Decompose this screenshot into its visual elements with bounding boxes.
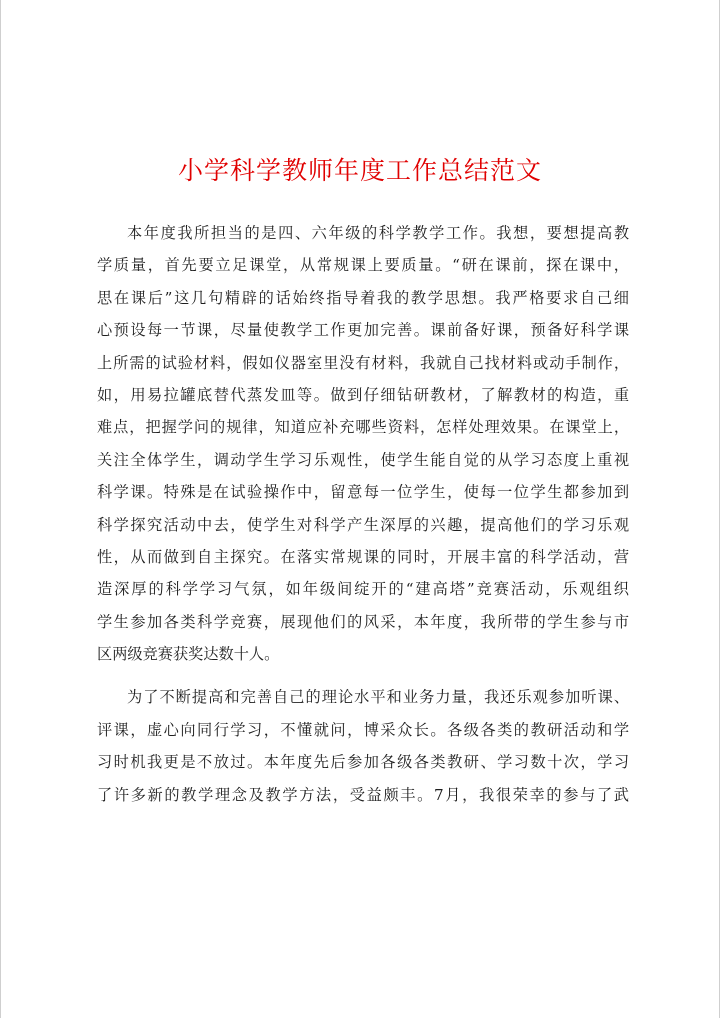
document-body bbox=[97, 217, 629, 811]
text-line: 关注全体学生，调动学生学习乐观性，使学生能自觉的从学习态度上重视 bbox=[97, 450, 629, 469]
text-line: 心预设每一节课，尽量使教学工作更加完善。课前备好课，预备好科学课 bbox=[97, 321, 629, 340]
paragraph-2 bbox=[97, 681, 629, 811]
text-line: 了许多新的教学理念及教学方法，受益颇丰。7月，我很荣幸的参与了武 bbox=[97, 785, 629, 804]
text-line: 习时机我更是不放过。本年度先后参加各级各类教研、学习数十次，学习 bbox=[97, 753, 629, 772]
text-line: 科学课。特殊是在试验操作中，留意每一位学生，使每一位学生都参加到 bbox=[97, 483, 629, 502]
text-line: 思在课后”这几句精辟的话始终指导着我的教学思想。我严格要求自己细 bbox=[97, 288, 629, 307]
text-line: 评课，虚心向同行学习，不懂就问，博采众长。各级各类的教研活动和学 bbox=[97, 720, 629, 739]
paragraph-1 bbox=[97, 217, 629, 670]
text-line: 难点，把握学问的规律，知道应补充哪些资料，怎样处理效果。在课堂上， bbox=[97, 418, 629, 437]
text-line: 为了不断提高和完善自己的理论水平和业务力量，我还乐观参加听课、 bbox=[127, 688, 629, 707]
text-line: 造深厚的科学学习气氛，如年级间绽开的“建高塔”竞赛活动，乐观组织 bbox=[97, 580, 629, 599]
text-line: 学质量，首先要立足课堂，从常规课上要质量。“研在课前，探在课中， bbox=[97, 256, 629, 275]
text-line: 性，从而做到自主探究。在落实常规课的同时，开展丰富的科学活动，营 bbox=[97, 547, 629, 566]
text-line: 区两级竞赛获奖达数十人。 bbox=[97, 645, 280, 664]
text-line: 本年度我所担当的是四、六年级的科学教学工作。我想，要想提高教 bbox=[127, 224, 629, 242]
text-line: 科学探究活动中去，使学生对科学产生深厚的兴趣，提高他们的学习乐观 bbox=[97, 515, 629, 534]
text-line: 学生参加各类科学竞赛，展现他们的风采，本年度，我所带的学生参与市 bbox=[97, 612, 629, 631]
text-line: 如，用易拉罐底替代蒸发皿等。做到仔细钻研教材，了解教材的构造，重 bbox=[97, 385, 629, 404]
document-title: 小学科学教师年度工作总结范文 bbox=[177, 156, 542, 185]
text-line: 上所需的试验材料，假如仪器室里没有材料，我就自己找材料或动手制作， bbox=[97, 353, 629, 372]
